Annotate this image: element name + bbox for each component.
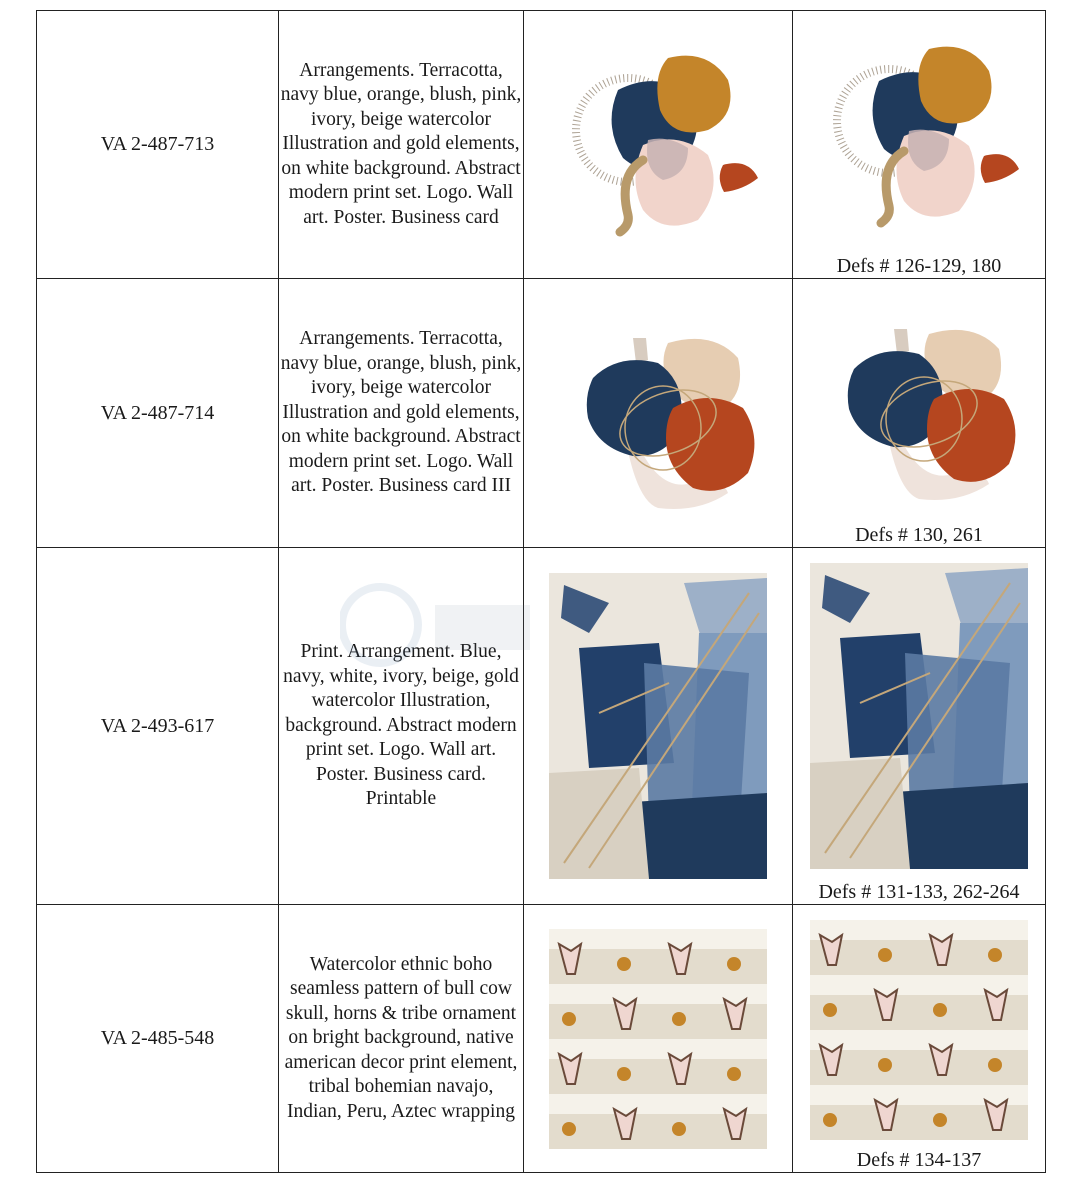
work-description: Print. Arrangement. Blue, navy, white, ivory, beige, gold watercolor Illustration, background. Abstract modern print set. Logo. Wall art. Poster. Business card. Printable [279, 548, 524, 905]
registration-number: VA 2-487-713 [37, 11, 279, 279]
registration-number: VA 2-493-617 [37, 548, 279, 905]
artwork-navy-brush-image [549, 573, 767, 879]
table-row [37, 905, 1046, 1173]
defendant-artwork-cell [793, 905, 1046, 1173]
defendant-artwork-cell [793, 548, 1046, 905]
defendant-reference: Defs # 126-129, 180 [836, 255, 1002, 277]
artwork-cell [524, 11, 793, 279]
registration-number: VA 2-487-714 [37, 279, 279, 548]
defendant-artwork-image [810, 920, 1028, 1140]
defendant-artwork-image [809, 31, 1029, 241]
artwork-abstract-circles-image [548, 40, 768, 250]
artwork-abstract-circles-image [548, 308, 768, 518]
defendant-artwork-image [810, 563, 1028, 869]
table-row [37, 279, 1046, 548]
table-row [37, 11, 1046, 279]
defendant-artwork-image [809, 299, 1029, 509]
work-description: Arrangements. Terracotta, navy blue, orange, blush, pink, ivory, beige watercolor Illustration and gold elements, on white background. Abstract modern print set. Logo. Wall art. Poster. Business card III [279, 279, 524, 548]
exhibit-table [36, 10, 1046, 1173]
registration-number: VA 2-485-548 [37, 905, 279, 1173]
defendant-artwork-cell [793, 279, 1046, 548]
defendant-reference: Defs # 131-133, 262-264 [818, 881, 1020, 903]
work-description: Arrangements. Terracotta, navy blue, orange, blush, pink, ivory, beige watercolor Illustration and gold elements, on white background. Abstract modern print set. Logo. Wall art. Poster. Business card [279, 11, 524, 279]
artwork-cell [524, 905, 793, 1173]
artwork-cell [524, 279, 793, 548]
defendant-reference: Defs # 130, 261 [855, 524, 983, 546]
artwork-cell [524, 548, 793, 905]
table-row [37, 548, 1046, 905]
artwork-skull-pattern-image [549, 929, 767, 1149]
work-description: Watercolor ethnic boho seamless pattern of bull cow skull, horns & tribe ornament on bright background, native american decor print element, tribal bohemian navajo, Indian, Peru, Aztec wrapping [279, 905, 524, 1173]
defendant-reference: Defs # 134-137 [856, 1149, 982, 1171]
defendant-artwork-cell [793, 11, 1046, 279]
